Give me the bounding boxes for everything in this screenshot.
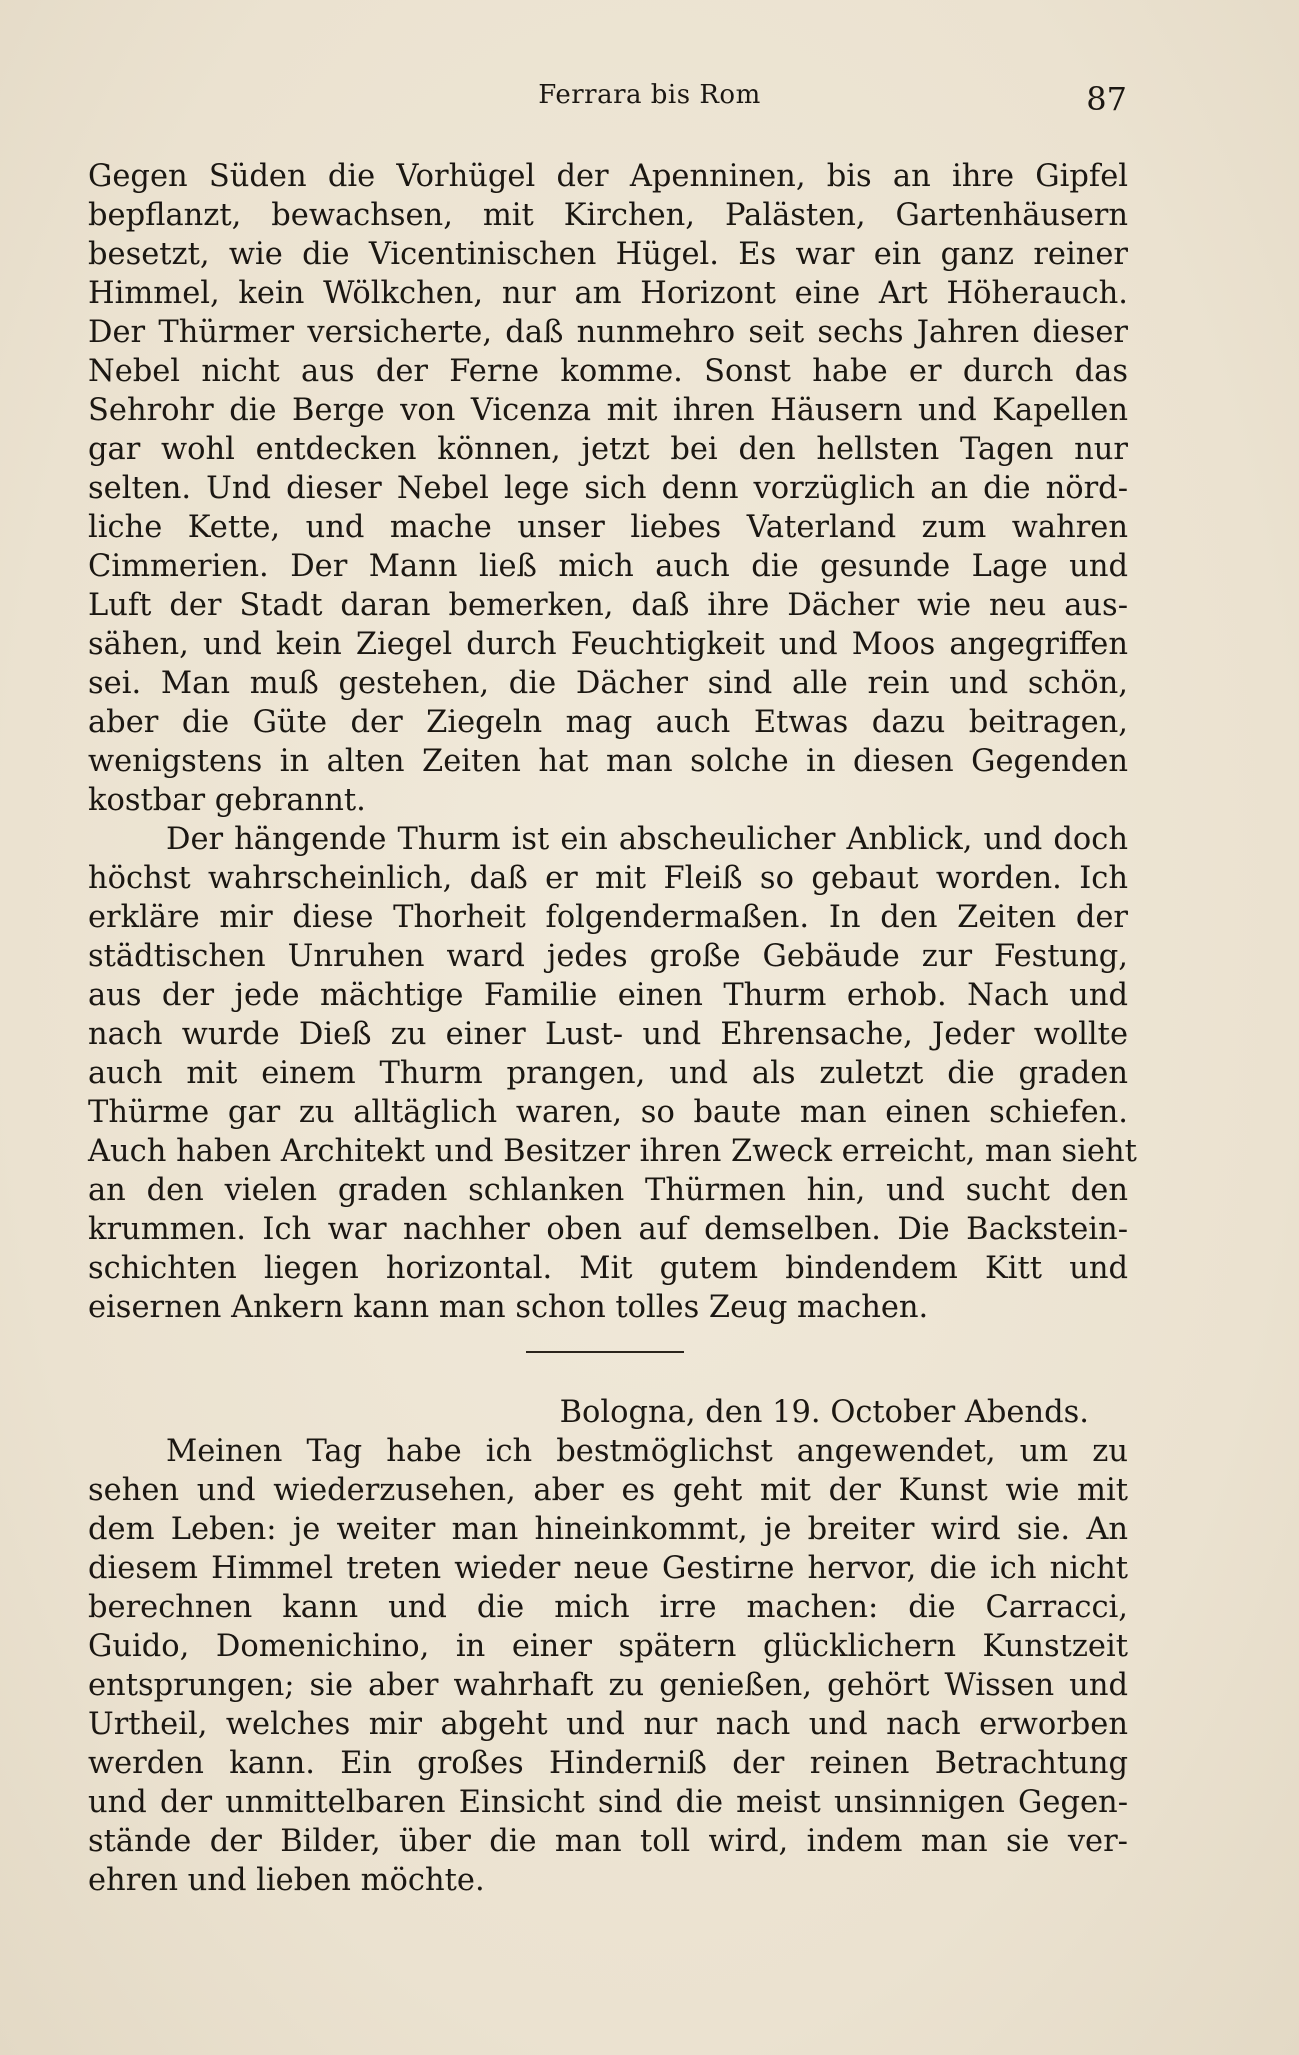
paragraph-3 (88, 1432, 1128, 1900)
paragraph-2 (88, 820, 1137, 1327)
text-line: Meinen Tag habe ich bestmöglichst angewendet, um zu (166, 1434, 1128, 1469)
text-line: krummen. Ich war nachher oben auf demselben. Die Backstein- (88, 1212, 1128, 1247)
text-line: diesem Himmel treten wieder neue Gestirne hervor, die ich nicht (88, 1551, 1128, 1586)
text-line: Himmel, kein Wölkchen, nur am Horizont eine Art Höherauch. (88, 276, 1128, 311)
text-line: stände der Bilder, über die man toll wird, indem man sie ver- (88, 1824, 1128, 1859)
running-title: Ferrara bis Rom (538, 80, 761, 110)
text-line: höchst wahrscheinlich, daß er mit Fleiß so gebaut worden. Ich (88, 861, 1128, 896)
text-line: liche Kette, und mache unser liebes Vaterland zum wahren (88, 510, 1128, 545)
text-line: eisernen Ankern kann man schon tolles Zeug machen. (88, 1290, 929, 1325)
text-line: berechnen kann und die mich irre machen: die Carracci, (88, 1590, 1128, 1625)
text-line: sähen, und kein Ziegel durch Feuchtigkeit und Moos angegriffen (88, 627, 1128, 662)
text-line: Luft der Stadt daran bemerken, daß ihre Dächer wie neu aus- (88, 588, 1128, 623)
text-line: Urtheil, welches mir abgeht und nur nach und nach erworben (88, 1707, 1128, 1742)
text-line: nach wurde Dieß zu einer Lust- und Ehrensache, Jeder wollte (88, 1017, 1128, 1052)
text-line: aus der jede mächtige Familie einen Thurm erhob. Nach und (88, 978, 1128, 1013)
text-line: dem Leben: je weiter man hineinkommt, je breiter wird sie. An (88, 1512, 1128, 1547)
text-line: bepflanzt, bewachsen, mit Kirchen, Palästen, Gartenhäusern (88, 198, 1128, 233)
text-line: ehren und lieben möchte. (88, 1863, 485, 1898)
text-line: wenigstens in alten Zeiten hat man solche in diesen Gegenden (88, 744, 1128, 779)
text-line: Der Thürmer versicherte, daß nunmehro seit sechs Jahren dieser (88, 315, 1128, 350)
text-line: gar wohl entdecken können, jetzt bei den hellsten Tagen nur (88, 432, 1128, 467)
text-line: Nebel nicht aus der Ferne komme. Sonst habe er durch das (88, 354, 1128, 389)
text-line: sehen und wiederzusehen, aber es geht mit der Kunst wie mit (88, 1473, 1128, 1508)
text-line: erkläre mir diese Thorheit folgendermaßen. In den Zeiten der (88, 900, 1128, 935)
text-line: schichten liegen horizontal. Mit gutem bindendem Kitt und (88, 1251, 1128, 1286)
text-line: werden kann. Ein großes Hinderniß der reinen Betrachtung (88, 1746, 1128, 1781)
text-line: selten. Und dieser Nebel lege sich denn vorzüglich an die nörd- (88, 471, 1128, 506)
text-line: auch mit einem Thurm prangen, und als zuletzt die graden (88, 1056, 1128, 1091)
text-line: kostbar gebrannt. (88, 783, 366, 818)
text-line: städtischen Unruhen ward jedes große Gebäude zur Festung, (88, 939, 1128, 974)
text-line: Der hängende Thurm ist ein abscheulicher Anblick, und doch (166, 822, 1128, 857)
text-line: Guido, Domenichino, in einer spätern glücklichern Kunstzeit (88, 1629, 1128, 1664)
text-line: Sehrohr die Berge von Vicenza mit ihren Häusern und Kapellen (88, 393, 1128, 428)
text-line: und der unmittelbaren Einsicht sind die meist unsinnigen Gegen- (88, 1785, 1128, 1820)
section-divider (526, 1351, 684, 1353)
text-line: entsprungen; sie aber wahrhaft zu genießen, gehört Wissen und (88, 1668, 1128, 1703)
page-number: 87 (1086, 80, 1127, 118)
text-line: Auch haben Architekt und Besitzer ihren Zweck erreicht, man sieht (88, 1134, 1137, 1169)
dateline: Bologna, den 19. October Abends. (559, 1395, 1089, 1430)
text-line: Thürme gar zu alltäglich waren, so baute man einen schiefen. (88, 1095, 1128, 1130)
text-line: Cimmerien. Der Mann ließ mich auch die gesunde Lage und (88, 549, 1128, 584)
text-line: Gegen Süden die Vorhügel der Apenninen, bis an ihre Gipfel (88, 159, 1128, 194)
paragraph-1 (88, 157, 1128, 820)
text-line: sei. Man muß gestehen, die Dächer sind alle rein und schön, (88, 666, 1128, 701)
text-line: aber die Güte der Ziegeln mag auch Etwas dazu beitragen, (88, 705, 1128, 740)
text-line: besetzt, wie die Vicentinischen Hügel. Es war ein ganz reiner (88, 237, 1128, 272)
text-line: an den vielen graden schlanken Thürmen hin, und sucht den (88, 1173, 1128, 1208)
